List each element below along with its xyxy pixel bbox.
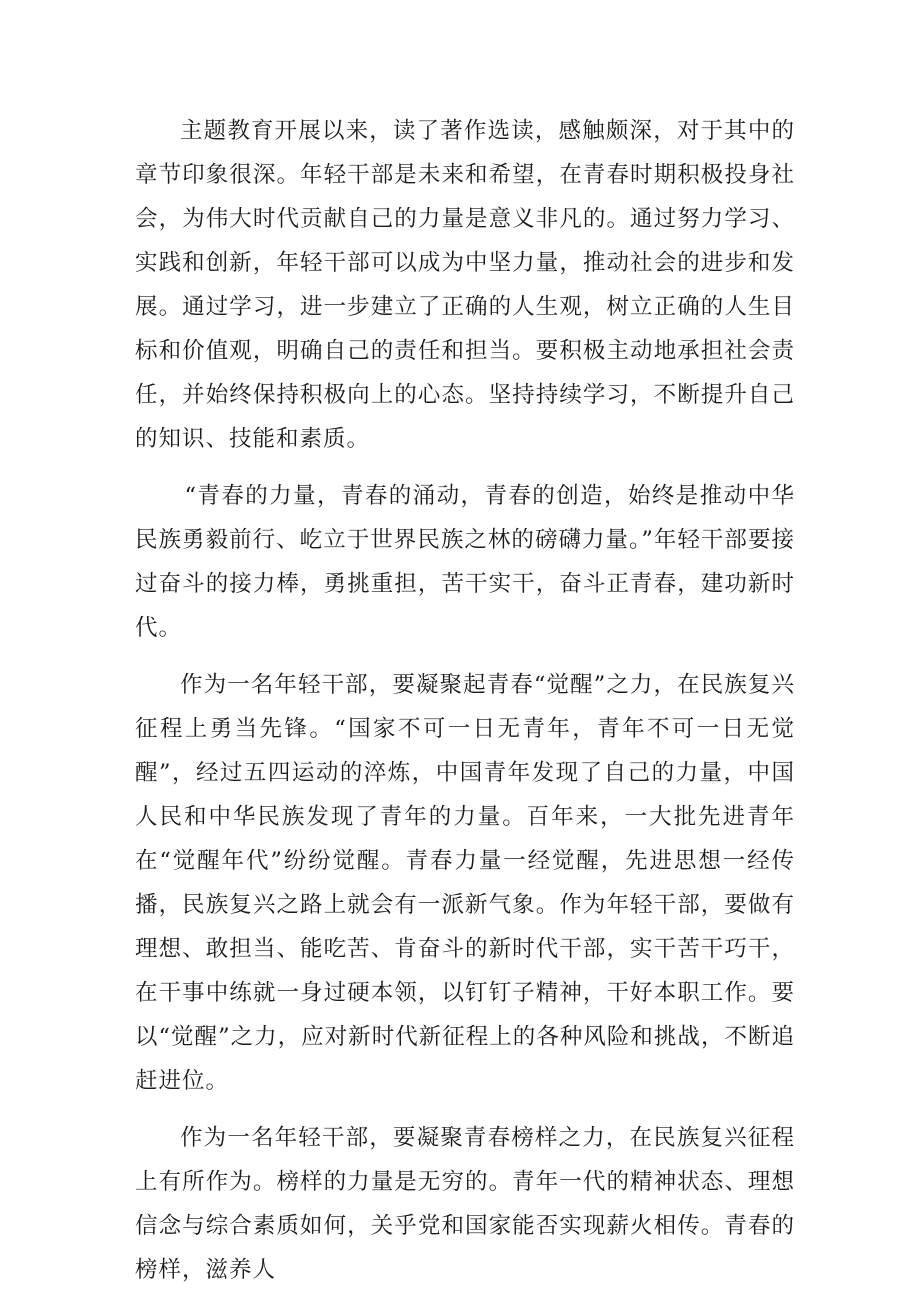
document-body (135, 109, 795, 1305)
paragraph-2: “青春的力量，青春的涌动，青春的创造，始终是推动中华民族勇毅前行、屹立于世界民族之林的磅礴力量。”年轻干部要接过奋斗的接力棒，勇挑重担，苦干实干，奋斗正青春，建功新时代。 (135, 483, 795, 641)
paragraph-1: 主题教育开展以来，读了著作选读，感触颇深，对于其中的章节印象很深。年轻干部是未来和希望，在青春时期积极投身社会，为伟大时代贡献自己的力量是意义非凡的。通过努力学习、实践和创新，年轻干部可以成为中坚力量，推动社会的进步和发展。通过学习，进一步建立了正确的人生观，树立正确的人生目标和价值观，明确自己的责任和担当。要积极主动地承担社会责任，并始终保持积极向上的心态。坚持持续学习，不断提升自己的知识、技能和素质。 (135, 118, 795, 452)
paragraph-4: 作为一名年轻干部，要凝聚青春榜样之力，在民族复兴征程上有所作为。榜样的力量是无穷的。青年一代的精神状态、理想信念与综合素质如何，关乎党和国家能否实现薪火相传。青春的榜样，滋养人 (135, 1125, 795, 1283)
paragraph-3: 作为一名年轻干部，要凝聚起青春“觉醒”之力，在民族复兴征程上勇当先锋。“国家不可一日无青年，青年不可一日无觉醒”，经过五四运动的淬炼，中国青年发现了自己的力量，中国人民和中华民族发现了青年的力量。百年来，一大批先进青年在“觉醒年代”纷纷觉醒。青春力量一经觉醒，先进思想一经传播，民族复兴之路上就会有一派新气象。作为年轻干部，要做有理想、敢担当、能吃苦、肯奋斗的新时代干部，实干苦干巧干，在干事中练就一身过硬本领，以钉钉子精神，干好本职工作。要以“觉醒”之力，应对新时代新征程上的各种风险和挑战，不断追赶进位。 (135, 672, 795, 1094)
